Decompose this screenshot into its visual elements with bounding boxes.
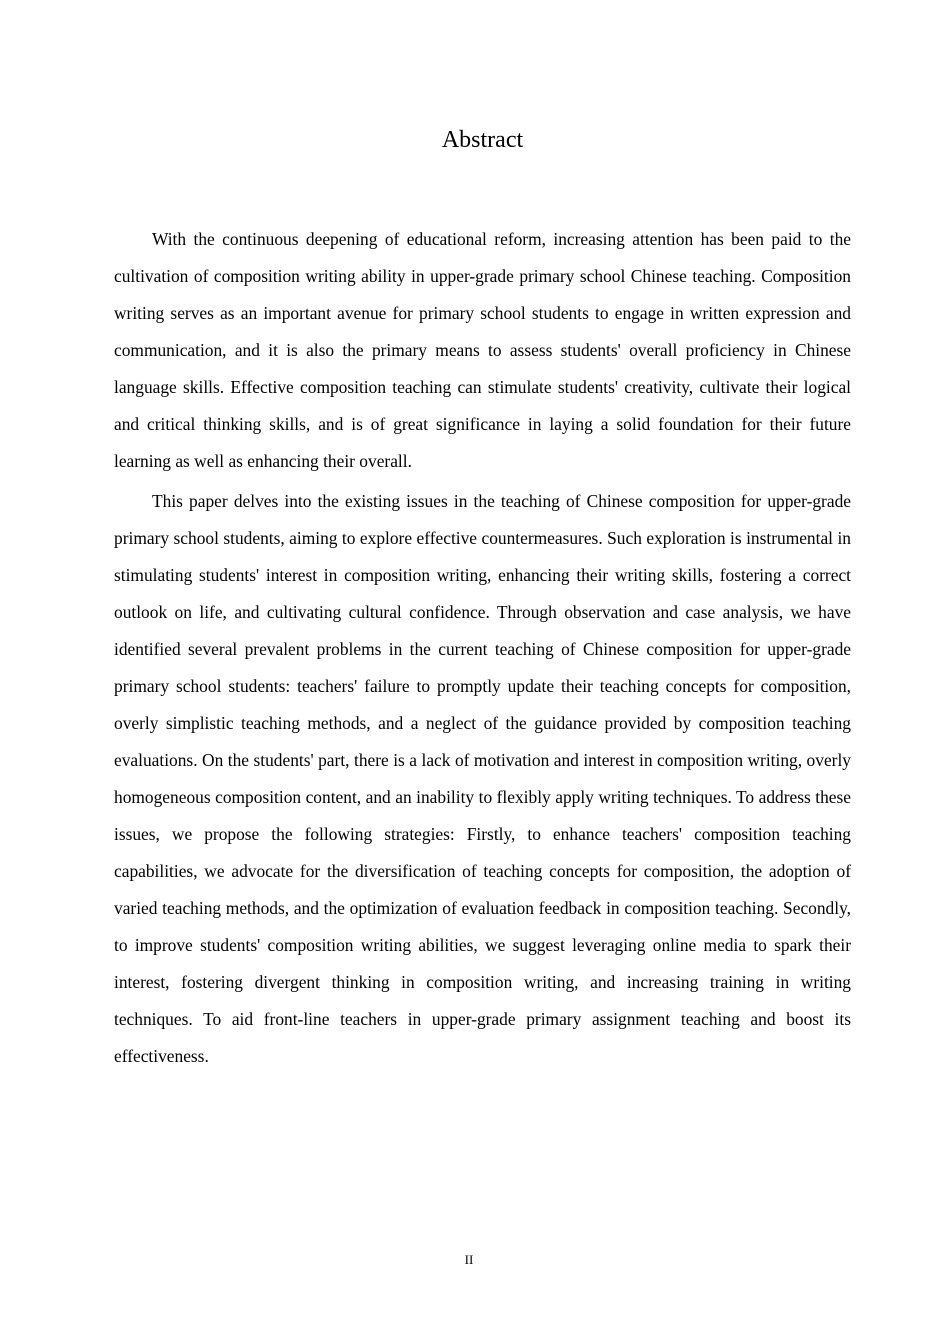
abstract-paragraph-2: This paper delves into the existing issues in the teaching of Chinese composition for upper-grade primary school students, aiming to explore effective countermeasures. Such exploration is instrumental in stimulating students' interest in composition writing, enhancing their writing skills, fostering a correct outlook on life, and cultivating cultural confidence. Through observation and case analysis, we have identified several prevalent problems in the current teaching of Chinese composition for upper-grade primary school students: teachers' failure to promptly update their teaching concepts for composition, overly simplistic teaching methods, and a neglect of the guidance provided by composition teaching evaluations. On the students' part, there is a lack of motivation and interest in composition writing, overly homogeneous composition content, and an inability to flexibly apply writing techniques. To address these issues, we propose the following strategies: Firstly, to enhance teachers' composition teaching capabilities, we advocate for the diversification of teaching concepts for composition, the adoption of varied teaching methods, and the optimization of evaluation feedback in composition teaching. Secondly, to improve students' composition writing abilities, we suggest leveraging online media to spark their interest, fostering divergent thinking in composition writing, and increasing training in writing techniques. To aid front-line teachers in upper-grade primary assignment teaching and boost its effectiveness.: [114, 491, 851, 1066]
page-number: II: [464, 1252, 474, 1267]
abstract-body: [114, 221, 851, 1075]
abstract-title: Abstract: [441, 127, 524, 153]
abstract-paragraph-1: With the continuous deepening of educational reform, increasing attention has been paid to the cultivation of composition writing ability in upper-grade primary school Chinese teaching. Composition writing serves as an important avenue for primary school students to engage in written expression and communication, and it is also the primary means to assess students' overall proficiency in Chinese language skills. Effective composition teaching can stimulate students' creativity, cultivate their logical and critical thinking skills, and is of great significance in laying a solid foundation for their future learning as well as enhancing their overall.: [114, 229, 851, 471]
